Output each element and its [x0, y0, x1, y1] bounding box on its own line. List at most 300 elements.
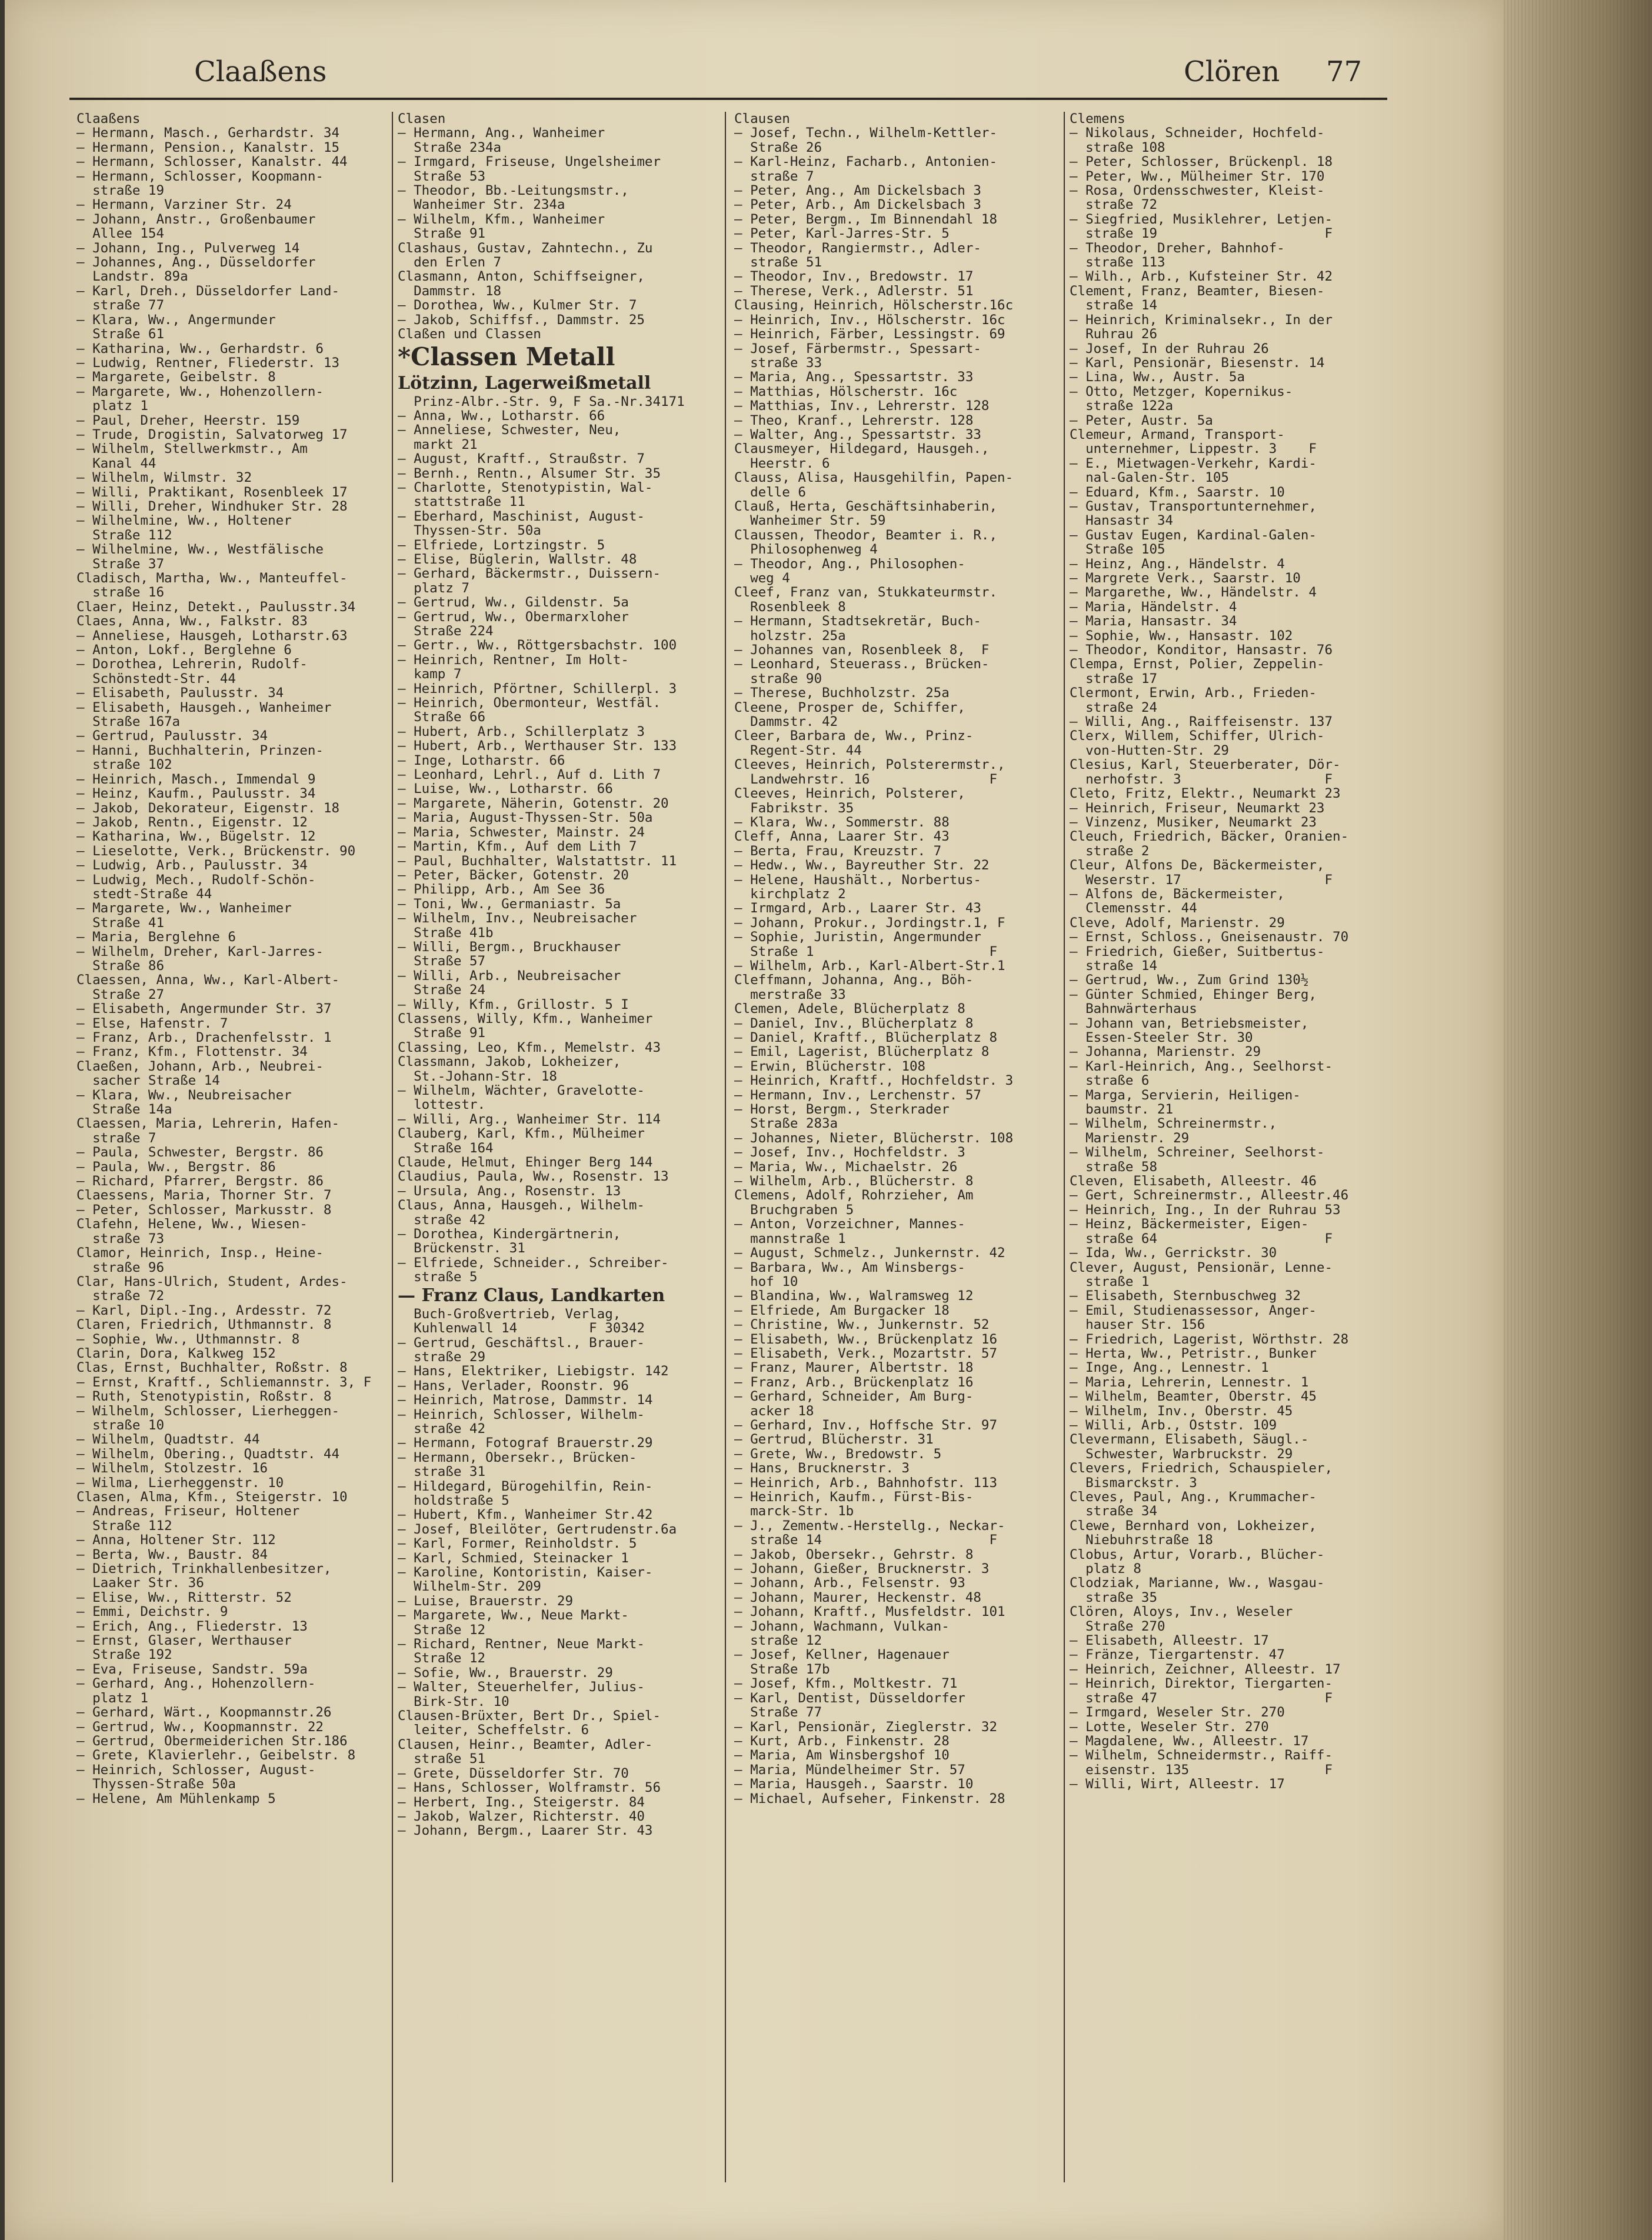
directory-entry-line: — Luise, Brauerstr. 29 — [398, 1593, 574, 1609]
directory-entry-line: — Johann, Ing., Pulverweg 14 — [76, 240, 300, 256]
directory-entry-line: — Wilhelm, Wilmstr. 32 — [76, 470, 252, 486]
directory-entry-line: — Dorothea, Kindergärtnerin, — [398, 1226, 621, 1242]
directory-entry-line: — Willi, Dreher, Windhuker Str. 28 — [76, 498, 348, 514]
directory-entry-line: — Willi, Ang., Raiffeisenstr. 137 — [1070, 714, 1333, 730]
directory-entry-line: — Anneliese, Schwester, Neu, — [398, 422, 621, 438]
directory-entry-line: — Walter, Steuerhelfer, Julius- — [398, 1679, 645, 1695]
directory-entry-line: Schönstedt-Str. 44 — [76, 671, 236, 686]
directory-entry-line: Rosenbleek 8 — [734, 599, 846, 615]
directory-entry-line: Clausen, Heinr., Beamter, Adler- — [398, 1736, 653, 1752]
directory-entry-line: — Richard, Pfarrer, Bergstr. 86 — [76, 1174, 324, 1189]
directory-entry-line: — Paul, Dreher, Heerstr. 159 — [76, 412, 300, 428]
directory-entry-line: — Therese, Buchholzstr. 25a — [734, 685, 950, 701]
directory-entry-line: — Heinrich, Obermonteur, Westfäl. — [398, 695, 661, 711]
directory-entry-line: Straße 112 — [76, 527, 172, 543]
directory-entry-line: — Heinrich, Kriminalsekr., In der — [1070, 312, 1333, 328]
directory-entry-line: Claes, Anna, Ww., Falkstr. 83 — [76, 614, 308, 629]
directory-entry-line: holzstr. 25a — [734, 628, 846, 644]
directory-entry-line: — Karl, Schmied, Steinacker 1 — [398, 1550, 629, 1566]
directory-entry-line: — Irmgard, Friseuse, Ungelsheimer — [398, 154, 661, 170]
directory-entry-line: — Günter Schmied, Ehinger Berg, — [1070, 986, 1317, 1002]
directory-entry-line: Cleef, Franz van, Stukkateurmstr. — [734, 585, 998, 601]
directory-entry-line: — Heinz, Ang., Händelstr. 4 — [1070, 556, 1285, 572]
directory-entry-line: Classmann, Jakob, Lokheizer, — [398, 1054, 621, 1070]
directory-entry-line: — Karl, Pensionär, Biesenstr. 14 — [1070, 355, 1325, 371]
directory-entry-line: Clemen, Adele, Blücherplatz 8 — [734, 1001, 965, 1017]
directory-entry-line: — Johann, Gießer, Brucknerstr. 3 — [734, 1561, 990, 1577]
directory-entry-line: Straße 37 — [76, 556, 165, 572]
directory-entry-line: — Helene, Haushält., Norbertus- — [734, 872, 981, 888]
directory-entry-line: Straße 24 — [398, 982, 486, 998]
directory-entry-line: — Erich, Ang., Fliederstr. 13 — [76, 1618, 308, 1634]
directory-entry-line: Clemensstr. 44 — [1070, 901, 1197, 916]
directory-entry-line: Straße 12 — [398, 1622, 486, 1638]
directory-entry-line: Claaßens — [76, 112, 141, 126]
directory-entry-line: Clasen, Alma, Kfm., Steigerstr. 10 — [76, 1489, 348, 1505]
directory-entry-line: unternehmer, Lippestr. 3 F — [1070, 441, 1317, 457]
directory-entry-line: — Horst, Bergm., Sterkrader — [734, 1102, 950, 1118]
directory-entry-line: kirchplatz 2 — [734, 886, 846, 902]
directory-entry-line: — Magdalene, Ww., Alleestr. 17 — [1070, 1733, 1309, 1749]
directory-entry-line: — Walter, Ang., Spessartstr. 33 — [734, 426, 981, 442]
directory-entry-line: — Margarete, Ww., Hohenzollern- — [76, 384, 324, 399]
directory-entry-line: — Margarete, Geibelstr. 8 — [76, 369, 276, 385]
directory-entry-line: — Ludwig, Arb., Paulusstr. 34 — [76, 858, 308, 874]
directory-entry-line: — Josef, Kfm., Moltkestr. 71 — [734, 1676, 958, 1692]
directory-entry-line: platz 7 — [398, 580, 469, 596]
directory-entry-line: straße 47 F — [1070, 1690, 1333, 1706]
directory-entry-line: — Hermann, Schlosser, Koopmann- — [76, 168, 324, 184]
directory-entry-line: straße 122a — [1070, 398, 1174, 414]
directory-entry-line: Bahnwärterhaus — [1070, 1001, 1197, 1017]
directory-entry-line: — Heinrich, Direktor, Tiergarten- — [1070, 1676, 1333, 1692]
directory-entry-line: Claudius, Paula, Ww., Rosenstr. 13 — [398, 1169, 669, 1185]
directory-entry-line: Straße 17b — [734, 1661, 830, 1677]
directory-entry-line: — Johanna, Marienstr. 29 — [1070, 1044, 1261, 1060]
directory-entry-line: — Margarete, Ww., Wanheimer — [76, 901, 292, 916]
directory-entry-line: — Karoline, Kontoristin, Kaiser- — [398, 1565, 653, 1580]
directory-entry-line: — Ruth, Stenotypistin, Roßstr. 8 — [76, 1389, 332, 1405]
directory-entry-line: Clarin, Dora, Kalkweg 152 — [76, 1345, 276, 1361]
directory-entry-line: straße 51 — [398, 1751, 486, 1767]
directory-entry-line: — Sophie, Juristin, Angermunder — [734, 929, 981, 945]
directory-entry-line: — Karl, Dentist, Düsseldorfer — [734, 1690, 965, 1706]
directory-entry-line: Straße 105 — [1070, 542, 1165, 558]
directory-entry-line: — Peter, Austr. 5a — [1070, 412, 1213, 428]
directory-entry-line: — Johann, Anstr., Großenbaumer — [76, 211, 316, 227]
directory-entry-line: — Leonhard, Steuerass., Brücken- — [734, 656, 990, 672]
directory-entry-line: — Peter, Schlosser, Brückenpl. 18 — [1070, 154, 1333, 170]
directory-entry-line: — Johann, Prokur., Jordingstr.1, F — [734, 915, 1005, 931]
directory-entry-line: — Karl-Heinrich, Ang., Seelhorst- — [1070, 1058, 1333, 1074]
directory-entry-line: Cleer, Barbara de, Ww., Prinz- — [734, 728, 974, 744]
directory-entry-line: — Elisabeth, Paulusstr. 34 — [76, 685, 284, 701]
directory-entry-line: — Hans, Verlader, Roonstr. 96 — [398, 1378, 629, 1394]
directory-entry-line: — Elisabeth, Angermunder Str. 37 — [76, 1001, 332, 1017]
directory-entry-line: — Maria, Am Winsbergshof 10 — [734, 1748, 950, 1764]
directory-entry-line: — Maria, August-Thyssen-Str. 50a — [398, 810, 653, 826]
directory-entry-line: straße 96 — [76, 1259, 165, 1275]
directory-entry-line: — Heinrich, Pförtner, Schillerpl. 3 — [398, 681, 677, 696]
directory-entry-line: — Gert, Schreinermstr., Alleestr.46 — [1070, 1188, 1349, 1204]
directory-entry-line: — Gertrud, Geschäftsl., Brauer- — [398, 1335, 645, 1351]
directory-entry-line: Straße 86 — [76, 958, 165, 974]
directory-entry-line: — Blandina, Ww., Walramsweg 12 — [734, 1288, 974, 1304]
directory-entry-line: Wilhelm-Str. 209 — [398, 1579, 541, 1595]
directory-entry-line: straße 73 — [76, 1231, 165, 1246]
directory-entry-line: — Hermann, Varziner Str. 24 — [76, 197, 292, 213]
directory-entry-line: — Hermann, Fotograf Brauerstr.29 — [398, 1435, 653, 1451]
directory-entry-line: Allee 154 — [76, 226, 165, 242]
directory-entry-line: — Paul, Buchhalter, Walstattstr. 11 — [398, 853, 677, 869]
directory-entry-line: — Anneliese, Hausgeh, Lotharstr.63 — [76, 628, 348, 644]
directory-entry-line: Clewe, Bernhard von, Lokheizer, — [1070, 1518, 1317, 1534]
directory-entry-line: Claessens, Maria, Thorner Str. 7 — [76, 1188, 332, 1204]
directory-entry-line: Prinz-Albr.-Str. 9, F Sa.-Nr.34171 — [398, 394, 685, 409]
directory-entry-line: straße 102 — [76, 757, 172, 773]
directory-entry-line: — Berta, Frau, Kreuzstr. 7 — [734, 843, 942, 859]
directory-entry-line: — Matthias, Inv., Lehrerstr. 128 — [734, 398, 990, 414]
directory-entry-line: Brückenstr. 31 — [398, 1241, 525, 1256]
directory-entry-line: — Franz, Arb., Brückenplatz 16 — [734, 1374, 974, 1390]
directory-entry-line: — Karl, Former, Reinholdstr. 5 — [398, 1536, 637, 1552]
directory-entry-line: Clesius, Karl, Steuerberater, Dör- — [1070, 757, 1341, 773]
directory-entry-line: — Michael, Aufseher, Finkenstr. 28 — [734, 1791, 1005, 1806]
directory-entry-line: — Gustav, Transportunternehmer, — [1070, 498, 1317, 514]
directory-entry-line: — Theodor, Rangiermstr., Adler- — [734, 240, 981, 256]
directory-entry-line: — Anton, Vorzeichner, Mannes- — [734, 1216, 965, 1232]
directory-entry-line: — Theodor, Ang., Philosophen- — [734, 556, 965, 572]
directory-entry-line: — Anna, Holtener Str. 112 — [76, 1532, 276, 1548]
directory-entry-line: Bismarckstr. 3 — [1070, 1475, 1197, 1491]
directory-entry-line: — Eva, Friseuse, Sandstr. 59a — [76, 1661, 308, 1677]
directory-entry-line: — Gertrud, Ww., Gildenstr. 5a — [398, 595, 629, 611]
directory-entry-line: Clobus, Artur, Vorarb., Blücher- — [1070, 1546, 1325, 1562]
directory-entry-line: platz 1 — [76, 398, 148, 414]
directory-entry-line: Straße 61 — [76, 326, 165, 342]
directory-entry-line: straße 64 F — [1070, 1231, 1333, 1246]
directory-entry-line: — Franz, Arb., Drachenfelsstr. 1 — [76, 1030, 332, 1045]
directory-entry-line: — Heinz, Kaufm., Paulusstr. 34 — [76, 786, 316, 802]
directory-entry-line: Straße 26 — [734, 139, 822, 155]
directory-entry-line: Thyssen-Str. 50a — [398, 523, 541, 539]
directory-entry-line: — Wilhelm, Inv., Oberstr. 45 — [1070, 1403, 1293, 1419]
directory-entry-line: — Johann, Kraftf., Musfeldstr. 101 — [734, 1604, 1005, 1620]
directory-entry-line: — Johann, Maurer, Heckenstr. 48 — [734, 1589, 981, 1605]
directory-entry-line: — Andreas, Friseur, Holtener — [76, 1504, 300, 1519]
directory-entry-line: — Richard, Rentner, Neue Markt- — [398, 1636, 645, 1652]
directory-entry-line: Straße 270 — [1070, 1618, 1165, 1634]
directory-entry-line: Cleto, Fritz, Elektr., Neumarkt 23 — [1070, 786, 1341, 802]
directory-entry-line: — Sophie, Ww., Uthmannstr. 8 — [76, 1331, 300, 1347]
directory-entry-line: — Klara, Ww., Angermunder — [76, 312, 276, 328]
directory-entry-line: Claer, Heinz, Detekt., Paulusstr.34 — [76, 599, 356, 615]
directory-entry-line: — Karl, Dipl.-Ing., Ardesstr. 72 — [76, 1302, 332, 1318]
directory-entry-line: Classing, Leo, Kfm., Memelstr. 43 — [398, 1039, 661, 1055]
directory-entry-line: — E., Mietwagen-Verkehr, Kardi- — [1070, 455, 1317, 471]
directory-entry-line: — Heinrich, Friseur, Neumarkt 23 — [1070, 800, 1325, 816]
directory-entry-line: Cleene, Prosper de, Schiffer, — [734, 699, 965, 715]
directory-entry-line: — Hans, Schlosser, Wolframstr. 56 — [398, 1780, 661, 1796]
directory-entry-line: Wanheimer Str. 234a — [398, 197, 565, 213]
directory-entry-line: stattstraße 11 — [398, 494, 525, 510]
directory-entry-line: — Paula, Schwester, Bergstr. 86 — [76, 1145, 324, 1161]
directory-entry-line: Straße 112 — [76, 1518, 172, 1534]
directory-entry-line: — Peter, Bäcker, Gotenstr. 20 — [398, 867, 629, 883]
directory-entry-line: — Hubert, Arb., Werthauser Str. 133 — [398, 738, 677, 754]
directory-entry-line: Straße 164 — [398, 1140, 494, 1156]
directory-entry-line: — Gertrud, Ww., Obermarxloher — [398, 609, 629, 625]
directory-entry-line: — Elisabeth, Sternbuschweg 32 — [1070, 1288, 1301, 1304]
directory-page — [5, 0, 1504, 2240]
directory-entry-line: Thyssen-Straße 50a — [76, 1776, 236, 1792]
directory-entry-line: straße 58 — [1070, 1159, 1158, 1175]
directory-entry-line: — Elfriede, Lortzingstr. 5 — [398, 537, 605, 553]
directory-entry-line: straße 72 — [1070, 197, 1158, 213]
directory-entry-line: — Sophie, Ww., Hansastr. 102 — [1070, 628, 1293, 644]
directory-entry-line: straße 19 — [76, 183, 165, 199]
directory-entry-line: acker 18 — [734, 1403, 814, 1419]
directory-entry-line: — August, Kraftf., Straußstr. 7 — [398, 451, 645, 467]
directory-entry-line: — Wilhelm, Obering., Quadtstr. 44 — [76, 1446, 340, 1462]
directory-entry-line: — Ernst, Glaser, Werthauser — [76, 1633, 292, 1649]
directory-entry-line: stedt-Straße 44 — [76, 886, 212, 902]
directory-entry-line: straße 14 F — [734, 1532, 998, 1548]
directory-entry-line: — Eberhard, Maschinist, August- — [398, 508, 645, 524]
directory-entry-line: Claeßen, Johann, Arb., Neubrei- — [76, 1058, 324, 1074]
directory-entry-line: — Luise, Ww., Lotharstr. 66 — [398, 781, 613, 797]
directory-entry-line: Cladisch, Martha, Ww., Manteuffel- — [76, 571, 348, 586]
directory-entry-line: straße 51 — [734, 255, 822, 271]
directory-entry-line: Straße 53 — [398, 168, 486, 184]
column-3 — [734, 112, 1052, 2218]
directory-entry-line: — Kurt, Arb., Finkenstr. 28 — [734, 1733, 950, 1749]
directory-entry-line: — Anna, Ww., Lotharstr. 66 — [398, 408, 605, 424]
directory-entry-line: Straße 14a — [76, 1102, 172, 1118]
directory-entry-line: — Leonhard, Lehrl., Auf d. Lith 7 — [398, 767, 661, 783]
directory-entry-line: — Gerhard, Ang., Hohenzollern- — [76, 1676, 316, 1692]
directory-entry-line: — Gertr., Ww., Röttgersbachstr. 100 — [398, 638, 677, 654]
directory-entry-line: — Theodor, Dreher, Bahnhof- — [1070, 240, 1285, 256]
directory-entry-line: — Siegfried, Musiklehrer, Letjen- — [1070, 211, 1333, 227]
directory-entry-line: — Peter, Ww., Mülheimer Str. 170 — [1070, 168, 1325, 184]
directory-entry-line: — Ludwig, Rentner, Fliederstr. 13 — [76, 355, 340, 371]
directory-entry-line: — Gertrud, Obermeiderichen Str.186 — [76, 1733, 348, 1749]
directory-entry-line: — Willi, Bergm., Bruckhauser — [398, 939, 621, 955]
directory-entry-line: — Theodor, Konditor, Hansastr. 76 — [1070, 642, 1333, 658]
directory-entry-line: — Heinrich, Zeichner, Alleestr. 17 — [1070, 1661, 1341, 1677]
directory-entry-line: — Jakob, Walzer, Richterstr. 40 — [398, 1808, 645, 1824]
directory-entry-line: — Wilhelm, Inv., Neubreisacher — [398, 911, 637, 926]
directory-entry-line: Schwester, Warbruckstr. 29 — [1070, 1446, 1293, 1462]
directory-entry-line: — Klara, Ww., Sommerstr. 88 — [734, 814, 950, 830]
directory-entry-line: — Jakob, Obersekr., Gehrstr. 8 — [734, 1546, 974, 1562]
directory-entry-line: weg 4 — [734, 571, 790, 586]
directory-entry-line: — Matthias, Hölscherstr. 16c — [734, 384, 958, 399]
directory-entry-line: — Daniel, Inv., Blücherplatz 8 — [734, 1015, 974, 1031]
directory-entry-line: — Wilhelm, Beamter, Oberstr. 45 — [1070, 1389, 1317, 1405]
directory-entry-line: straße 2 — [1070, 843, 1150, 859]
directory-entry-line: Clauberg, Karl, Kfm., Mülheimer — [398, 1126, 645, 1142]
directory-entry-line: straße 33 — [734, 355, 822, 371]
directory-entry-line: — Helene, Am Mühlenkamp 5 — [76, 1791, 276, 1806]
directory-entry-line: sacher Straße 14 — [76, 1073, 220, 1089]
directory-entry-line: — August, Schmelz., Junkernstr. 42 — [734, 1245, 1005, 1261]
directory-entry-line: Claßen und Classen — [398, 326, 541, 342]
directory-entry-line: — Irmgard, Weseler Str. 270 — [1070, 1705, 1285, 1721]
directory-entry-line: — Wilhelm, Arb., Karl-Albert-Str.1 — [734, 958, 1005, 974]
directory-entry-line: Cleves, Paul, Ang., Krummacher- — [1070, 1489, 1317, 1505]
directory-entry-line: — Theodor, Bb.-Leitungsmstr., — [398, 183, 629, 199]
directory-entry-line: — Gerhard, Schneider, Am Burg- — [734, 1389, 974, 1405]
directory-entry-line: — Maria, Schwester, Mainstr. 24 — [398, 824, 645, 840]
directory-entry-line: — Lina, Ww., Austr. 5a — [1070, 369, 1245, 385]
directory-entry-line: — Wilhelm, Schreinermstr., — [1070, 1116, 1277, 1132]
directory-entry-line: — Johann van, Betriebsmeister, — [1070, 1015, 1309, 1031]
directory-entry-line: — Irmgard, Arb., Laarer Str. 43 — [734, 901, 981, 916]
directory-entry-line: Clausen — [734, 112, 790, 126]
directory-entry-line: Straße 41b — [398, 925, 494, 941]
directory-entry-line: — Peter, Schlosser, Markusstr. 8 — [76, 1202, 332, 1218]
directory-entry-line: — Hermann, Inv., Lerchenstr. 57 — [734, 1087, 981, 1103]
directory-entry-line: — Gertrud, Paulusstr. 34 — [76, 728, 268, 744]
directory-entry-line: — Hermann, Masch., Gerhardstr. 34 — [76, 125, 340, 141]
directory-entry-line: straße 77 — [76, 298, 165, 314]
directory-entry-line: straße 16 — [76, 585, 165, 601]
directory-entry-line: — Josef, Inv., Hochfeldstr. 3 — [734, 1145, 965, 1161]
directory-entry-line: — Ernst, Kraftf., Schliemannstr. 3, F — [76, 1374, 372, 1390]
directory-entry-line: Claude, Helmut, Ehinger Berg 144 — [398, 1155, 653, 1171]
directory-entry-line: Straße 57 — [398, 954, 486, 969]
directory-entry-line: — Wilhelm, Wächter, Gravelotte- — [398, 1083, 645, 1098]
directory-entry-line: — Berta, Ww., Baustr. 84 — [76, 1546, 268, 1562]
directory-entry-line: — Hermann, Ang., Wanheimer — [398, 125, 605, 141]
directory-entry-line: Claussen, Theodor, Beamter i. R., — [734, 527, 998, 543]
directory-entry-line: straße 14 — [1070, 958, 1158, 974]
directory-entry-line: — Elise, Ww., Ritterstr. 52 — [76, 1589, 292, 1605]
directory-entry-line: von-Hutten-Str. 29 — [1070, 742, 1229, 758]
directory-entry-line: — Theo, Kranf., Lehrerstr. 128 — [734, 412, 974, 428]
directory-entry-line: — Margarete, Ww., Neue Markt- — [398, 1608, 629, 1624]
directory-entry-line: — Daniel, Kraftf., Blücherplatz 8 — [734, 1030, 998, 1045]
directory-entry-line: — Heinz, Bäckermeister, Eigen- — [1070, 1216, 1309, 1232]
directory-entry-line: — Margrete Verk., Saarstr. 10 — [1070, 571, 1301, 586]
directory-entry-line: Birk-Str. 10 — [398, 1694, 509, 1709]
directory-entry-line: nal-Galen-Str. 105 — [1070, 470, 1229, 486]
directory-entry-line: — Ida, Ww., Gerrickstr. 30 — [1070, 1245, 1277, 1261]
directory-entry-line: Straße 1 F — [734, 944, 998, 959]
directory-entry-line: Cleffmann, Johanna, Ang., Böh- — [734, 972, 974, 988]
directory-entry-line: — Wilhelm, Kfm., Wanheimer — [398, 211, 605, 227]
directory-entry-line: — Gertrud, Blücherstr. 31 — [734, 1432, 934, 1448]
directory-entry-line: — Fränze, Tiergartenstr. 47 — [1070, 1647, 1285, 1663]
directory-entry-line: — Philipp, Arb., Am See 36 — [398, 882, 605, 898]
column-2 — [398, 112, 715, 2218]
directory-entry-line: Landwehrstr. 16 F — [734, 771, 998, 787]
directory-entry-line: — Lotte, Weseler Str. 270 — [1070, 1719, 1269, 1735]
directory-entry-line: lottestr. — [398, 1097, 486, 1113]
directory-entry-line: — Heinrich, Kraftf., Hochfeldstr. 3 — [734, 1073, 1014, 1089]
directory-entry-line: Weserstr. 17 F — [1070, 872, 1333, 888]
directory-entry-line: — Margarethe, Ww., Händelstr. 4 — [1070, 585, 1317, 601]
directory-entry-line: kamp 7 — [398, 666, 462, 682]
advertisement-subtitle: Lötzinn, Lagerweißmetall — [398, 372, 651, 394]
directory-entry-line: Straße 41 — [76, 915, 165, 931]
directory-entry-line: — J., Zementw.-Herstellg., Neckar- — [734, 1518, 1005, 1534]
directory-entry-line: — Elisabeth, Verk., Mozartstr. 57 — [734, 1345, 998, 1361]
directory-entry-line: — Gerhard, Wärt., Koopmannstr.26 — [76, 1705, 332, 1721]
directory-entry-line: Straße 12 — [398, 1651, 486, 1666]
directory-entry-line: — Elisabeth, Alleestr. 17 — [1070, 1633, 1269, 1649]
directory-entry-line: platz 1 — [76, 1690, 148, 1706]
directory-entry-line: straße 10 — [76, 1417, 165, 1433]
advertisement-title: *Classen Metall — [398, 342, 615, 371]
directory-entry-line: straße 7 — [734, 168, 814, 184]
directory-entry-line: straße 24 — [1070, 699, 1158, 715]
directory-entry-line: — Wilhelm, Schlosser, Lierheggen- — [76, 1403, 340, 1419]
directory-entry-line: — Josef, Färbermstr., Spessart- — [734, 341, 981, 356]
directory-entry-line: delle 6 — [734, 484, 806, 500]
directory-entry-line: Dammstr. 42 — [734, 714, 838, 730]
directory-entry-line: straße 17 — [1070, 671, 1158, 686]
directory-entry-line: — Hermann, Stadtsekretär, Buch- — [734, 614, 981, 629]
directory-entry-line: — Rosa, Ordensschwester, Kleist- — [1070, 183, 1325, 199]
directory-entry-line: Straße 91 — [398, 1025, 486, 1041]
directory-entry-line: Wanheimer Str. 59 — [734, 513, 886, 529]
directory-entry-line: — Hubert, Arb., Schillerplatz 3 — [398, 724, 645, 739]
directory-entry-line: — Otto, Metzger, Kopernikus- — [1070, 384, 1293, 399]
directory-entry-line: mannstraße 1 — [734, 1231, 846, 1246]
directory-entry-line: nerhofstr. 3 F — [1070, 771, 1333, 787]
directory-entry-line: straße 42 — [398, 1212, 486, 1228]
directory-entry-line: Straße 91 — [398, 226, 486, 242]
directory-entry-line: Clashaus, Gustav, Zahntechn., Zu — [398, 240, 653, 256]
directory-entry-line: — Marga, Servierin, Heiligen- — [1070, 1087, 1301, 1103]
header-right-guide-word: Clören — [1184, 55, 1280, 88]
directory-entry-line: — Herbert, Ing., Steigerstr. 84 — [398, 1794, 645, 1810]
directory-entry-line: straße 29 — [398, 1349, 486, 1365]
directory-entry-line: — Peter, Arb., Am Dickelsbach 3 — [734, 197, 981, 213]
directory-entry-line: — Else, Hafenstr. 7 — [76, 1015, 228, 1031]
directory-entry-line: Claus, Anna, Hausgeh., Wilhelm- — [398, 1198, 645, 1214]
directory-entry-line: — Jakob, Schiffsf., Dammstr. 25 — [398, 312, 645, 328]
column-1 — [76, 112, 394, 2218]
directory-entry-line: — Ursula, Ang., Rosenstr. 13 — [398, 1183, 621, 1199]
column-divider — [725, 112, 726, 2182]
directory-entry-line: — Heinrich, Färber, Lessingstr. 69 — [734, 326, 1005, 342]
directory-entry-line: — Johann, Arb., Felsenstr. 93 — [734, 1575, 965, 1591]
directory-entry-line: — Friedrich, Gießer, Suitbertus- — [1070, 944, 1325, 959]
directory-entry-line: — Friedrich, Lagerist, Wörthstr. 28 — [1070, 1331, 1349, 1347]
directory-entry-line: straße 12 — [734, 1633, 822, 1649]
directory-entry-line: Clamor, Heinrich, Insp., Heine- — [76, 1245, 324, 1261]
directory-entry-line: — Hermann, Pension., Kanalstr. 15 — [76, 139, 340, 155]
directory-entry-line: — Willy, Kfm., Grillostr. 5 I — [398, 996, 629, 1012]
directory-entry-line: — Elfriede, Am Burgacker 18 — [734, 1302, 950, 1318]
directory-entry-line: Clafehn, Helene, Ww., Wiesen- — [76, 1216, 308, 1232]
directory-entry-line: — Maria, Mündelheimer Str. 57 — [734, 1762, 965, 1778]
directory-entry-line: — Vinzenz, Musiker, Neumarkt 23 — [1070, 814, 1317, 830]
directory-entry-line: — Alfons de, Bäckermeister, — [1070, 886, 1285, 902]
directory-entry-line: — Hanni, Buchhalterin, Prinzen- — [76, 742, 324, 758]
directory-entry-line: — Erwin, Blücherstr. 108 — [734, 1058, 926, 1074]
directory-entry-line: Landstr. 89a — [76, 269, 188, 285]
directory-entry-line: markt 21 — [398, 436, 478, 452]
directory-entry-line: — Josef, In der Ruhrau 26 — [1070, 341, 1269, 356]
directory-entry-line: Straße 192 — [76, 1647, 172, 1663]
directory-entry-line: — Heinrich, Schlosser, Wilhelm- — [398, 1406, 645, 1422]
directory-entry-line: — Elisabeth, Hausgeh., Wanheimer — [76, 699, 332, 715]
